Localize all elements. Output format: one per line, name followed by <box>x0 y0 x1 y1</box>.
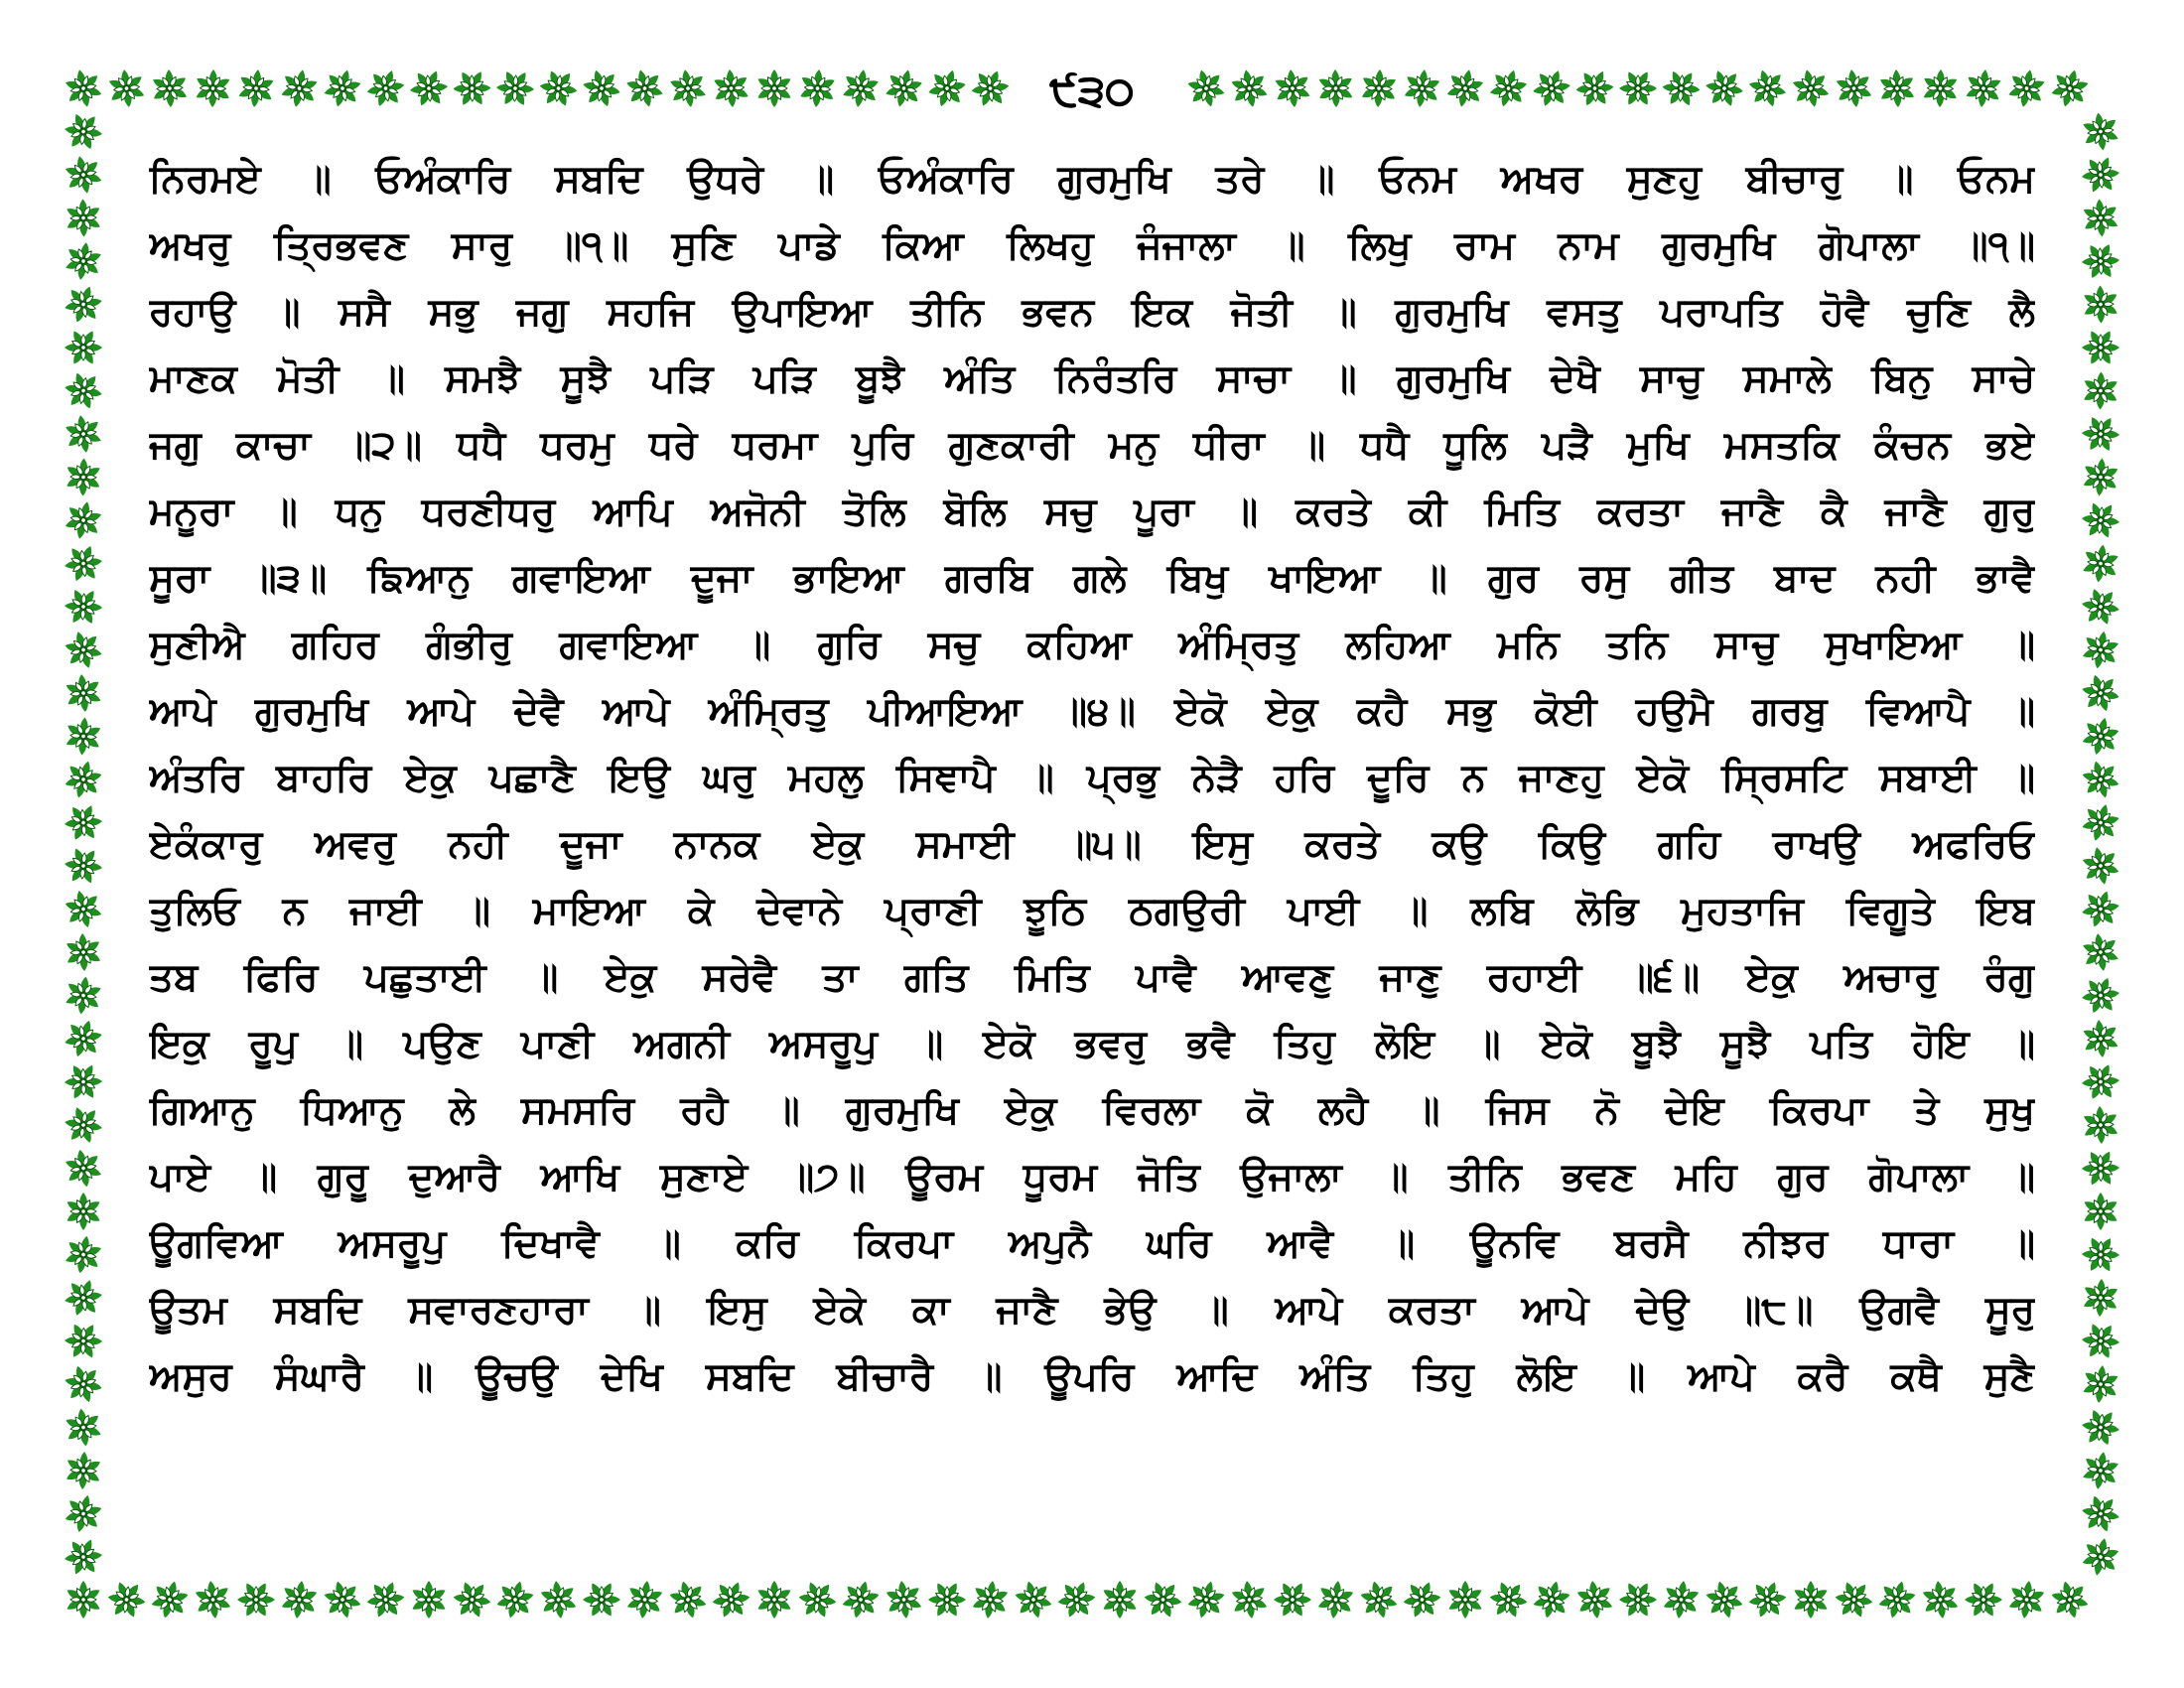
flower-icon <box>2077 150 2125 200</box>
flower-icon <box>1914 1574 1966 1625</box>
flower-icon <box>446 1574 497 1625</box>
flower-icon <box>2082 1278 2120 1318</box>
flower-icon <box>2077 971 2124 1020</box>
flower-icon <box>576 63 628 115</box>
flower-icon <box>63 974 103 1016</box>
flower-icon <box>624 1579 665 1620</box>
flower-icon <box>878 1574 929 1625</box>
flower-icon <box>60 280 106 328</box>
flower-icon <box>1052 1575 1100 1623</box>
flower-icon <box>1486 66 1532 112</box>
flower-icon <box>59 322 109 372</box>
flower-icon <box>2075 1013 2126 1064</box>
flower-icon <box>489 63 540 114</box>
flower-icon <box>1613 63 1664 113</box>
flower-icon <box>195 70 232 108</box>
flower-icon <box>705 63 756 114</box>
flower-icon <box>1102 1581 1139 1618</box>
text-line: ਆਪੇ ਗੁਰਮੁਖਿ ਆਪੇ ਦੇਵੈ ਆਪੇ ਅੰਮ੍ਰਿਤੁ ਪੀਆਇਆ ॥੪॥ ਏਕੋ ਏਕੁ ਕਹੈ ਸਭੁ ਕੋਈ ਹਉਮੈ ਗਰਬੁ ਵਿਆਪੈ ॥ <box>149 689 2035 734</box>
flower-icon <box>187 1574 238 1625</box>
page-number: ੯੩੦ <box>1013 60 1171 123</box>
flower-icon <box>2076 322 2126 372</box>
flower-icon <box>1315 1579 1356 1620</box>
flower-icon <box>1180 63 1233 115</box>
flower-icon <box>58 667 109 719</box>
scripture-text <box>149 146 2035 1410</box>
flower-icon <box>2047 66 2092 111</box>
flower-icon <box>59 797 107 847</box>
flower-icon <box>2075 494 2126 546</box>
flower-icon <box>2080 542 2120 584</box>
flower-icon <box>2083 1193 2119 1230</box>
flower-icon <box>58 581 108 633</box>
flower-icon <box>1268 1574 1318 1624</box>
flower-icon <box>2075 1229 2125 1281</box>
flower-icon <box>66 1581 102 1618</box>
flower-icon <box>61 1015 107 1061</box>
flower-icon <box>447 64 496 114</box>
flower-icon <box>618 63 671 115</box>
flower-icon <box>58 926 109 977</box>
flower-icon <box>2075 193 2126 244</box>
flower-icon <box>60 539 107 588</box>
flower-icon <box>2075 840 2127 893</box>
text-line: ਮਨੂਰਾ ॥ ਧਨੁ ਧਰਣੀਧਰੁ ਆਪਿ ਅਜੋਨੀ ਤੋਲਿ ਬੋਲਿ ਸਚੁ ਪੂਰਾ ॥ ਕਰਤੇ ਕੀ ਮਿਤਿ ਕਰਤਾ ਜਾਣੈ ਕੈ ਜਾਣੈ ਗੁਰੁ <box>149 490 2035 534</box>
flower-icon <box>2075 1315 2126 1366</box>
flower-icon <box>2076 1143 2125 1194</box>
flower-icon <box>1137 1574 1188 1625</box>
flower-icon <box>2079 1535 2122 1580</box>
text-line: ਅਖਰੁ ਤ੍ਰਿਭਵਣ ਸਾਰੁ ॥੧॥ ਸੁਣਿ ਪਾਡੇ ਕਿਆ ਲਿਖਹੁ ਜੰਜਾਲਾ ॥ ਲਿਖੁ ਰਾਮ ਨਾਮ ਗੁਰਮੁਖਿ ਗੋਪਾਲਾ ॥੧॥ <box>149 223 2035 268</box>
text-line: ਅੰਤਰਿ ਬਾਹਰਿ ਏਕੁ ਪਛਾਣੈ ਇਉ ਘਰੁ ਮਹਲੁ ਸਿਞਾਪੈ ॥ ਪ੍ਰਭੁ ਨੇੜੈ ਹਰਿ ਦੂਰਿ ਨ ਜਾਣਹੁ ਏਕੋ ਸ੍ਰਿਸਟਿ ਸਬਾਈ ॥ <box>149 756 2035 800</box>
flower-icon <box>1267 63 1318 114</box>
flower-icon <box>2077 885 2123 932</box>
flower-icon <box>662 63 715 114</box>
flower-icon <box>532 63 584 114</box>
flower-icon <box>532 1574 584 1625</box>
text-line: ਨਿਰਮਏ ॥ ਓਅੰਕਾਰਿ ਸਬਦਿ ਉਧਰੇ ॥ ਓਅੰਕਾਰਿ ਗੁਰਮੁਖਿ ਤਰੇ ॥ ਓਨਮ ਅਖਰ ਸੁਣਹੁ ਬੀਚਾਰੁ ॥ ਓਨਮ <box>149 157 2035 202</box>
flower-icon <box>58 1099 109 1152</box>
flower-icon <box>317 1574 369 1626</box>
flower-icon <box>492 1577 537 1622</box>
flower-icon <box>1008 1574 1060 1626</box>
flower-icon <box>100 63 152 114</box>
flower-icon <box>58 840 109 892</box>
flower-icon <box>65 458 102 496</box>
flower-icon <box>62 1491 106 1537</box>
flower-icon <box>1569 1574 1620 1625</box>
flower-icon <box>63 1232 105 1276</box>
flower-icon <box>65 1451 103 1490</box>
flower-icon <box>1529 1577 1573 1622</box>
flower-icon <box>2075 926 2127 978</box>
text-line: ਇਕੁ ਰੂਪੁ ॥ ਪਉਣ ਪਾਣੀ ਅਗਨੀ ਅਸਰੂਪੁ ॥ ਏਕੋ ਭਵਰੁ ਭਵੈ ਤਿਹੁ ਲੋਇ ॥ ਏਕੋ ਬੂਝੈ ਸੂਝੈ ਪਤਿ ਹੋਇ ॥ <box>149 1022 2035 1066</box>
flower-icon <box>1922 70 1960 108</box>
flower-icon <box>144 63 196 113</box>
flower-icon <box>756 1581 793 1618</box>
flower-icon <box>58 408 110 460</box>
flower-icon <box>1447 1581 1484 1618</box>
flower-icon <box>924 65 971 111</box>
flower-icon <box>1223 63 1276 115</box>
flower-icon <box>1482 1574 1534 1625</box>
flower-icon <box>2075 1099 2126 1150</box>
flower-icon <box>2080 628 2122 671</box>
flower-icon <box>1785 63 1838 115</box>
flower-icon <box>320 66 364 111</box>
flower-icon <box>1656 63 1707 114</box>
flower-icon <box>1570 64 1619 113</box>
flower-icon <box>2078 799 2123 846</box>
flower-icon <box>1528 65 1575 113</box>
flower-icon <box>756 70 793 107</box>
flower-icon <box>60 1532 108 1582</box>
flower-icon <box>1743 1575 1791 1623</box>
flower-icon <box>58 1401 109 1453</box>
flower-icon <box>577 1574 627 1624</box>
flower-icon <box>662 1574 715 1626</box>
text-line: ਪਾਏ ॥ ਗੁਰੂ ਦੁਆਰੈ ਆਖਿ ਸੁਣਾਏ ॥੭॥ ਊਰਮ ਧੂਰਮ ਜੋਤਿ ਉਜਾਲਾ ॥ ਤੀਨਿ ਭਵਣ ਮਹਿ ਗੁਰ ਗੋਪਾਲਾ ॥ <box>149 1155 2035 1199</box>
flower-icon <box>2076 236 2125 287</box>
flower-icon <box>2080 1449 2121 1491</box>
flower-icon <box>1661 1579 1702 1620</box>
flower-icon <box>405 64 454 113</box>
flower-icon <box>1402 68 1442 109</box>
text-line: ਸੁਣੀਐ ਗਹਿਰ ਗੰਭੀਰੁ ਗਵਾਇਆ ॥ ਗੁਰਿ ਸਚੁ ਕਹਿਆ ਅੰਮ੍ਰਿਤੁ ਲਹਿਆ ਮਨਿ ਤਨਿ ਸਾਚੁ ਸੁਖਾਇਆ ॥ <box>149 623 2035 667</box>
flower-icon <box>236 68 276 109</box>
flower-icon <box>62 498 105 543</box>
flower-icon <box>2081 457 2120 497</box>
flower-icon <box>922 1574 973 1624</box>
flower-icon <box>58 1142 110 1195</box>
flower-icon <box>2081 1363 2120 1405</box>
flower-icon <box>1398 1575 1445 1623</box>
text-line: ਊਤਮ ਸਬਦਿ ਸਵਾਰਣਹਾਰਾ ॥ ਇਸੁ ਏਕੇ ਕਾ ਜਾਣੈ ਭੇਉ ॥ ਆਪੇ ਕਰਤਾ ਆਪੇ ਦੇਉ ॥੮॥ ਉਗਵੈ ਸੂਰੁ <box>149 1288 2035 1333</box>
text-line: ਰਹਾਉ ॥ ਸਸੈ ਸਭੁ ਜਗੁ ਸਹਜਿ ਉਪਾਇਆ ਤੀਨਿ ਭਵਨ ਇਕ ਜੋਤੀ ॥ ਗੁਰਮੁਖਿ ਵਸਤੁ ਪਰਾਪਤਿ ਹੋਵੈ ਚੁਣਿ ਲੈ <box>149 290 2035 335</box>
flower-icon <box>60 1274 107 1323</box>
flower-icon <box>58 1358 110 1411</box>
flower-icon <box>66 1193 102 1230</box>
flower-icon <box>1828 1574 1879 1625</box>
flower-icon <box>2006 1579 2047 1620</box>
text-line: ਤਬ ਫਿਰਿ ਪਛੁਤਾਈ ॥ ਏਕੁ ਸਰੇਵੈ ਤਾ ਗਤਿ ਮਿਤਿ ਪਾਵੈ ਆਵਣੁ ਜਾਣੁ ਰਹਾਈ ॥੬॥ ਏਕੁ ਅਚਾਰੁ ਰੰਗੁ <box>149 955 2035 1000</box>
flower-icon <box>2082 371 2119 410</box>
flower-icon <box>58 883 110 935</box>
flower-icon <box>278 67 321 110</box>
flower-icon <box>58 63 110 115</box>
flower-icon <box>838 1577 883 1622</box>
flower-icon <box>1360 69 1399 108</box>
flower-icon <box>882 66 926 111</box>
text-line: ਸੂਰਾ ॥੩॥ ਙਿਆਨੁ ਗਵਾਇਆ ਦੂਜਾ ਭਾਇਆ ਗਰਬਿ ਗਲੇ ਬਿਖੁ ਖਾਇਆ ॥ ਗੁਰ ਰਸੁ ਗੀਤ ਬਾਦ ਨਹੀ ਭਾਵੈ <box>149 556 2035 601</box>
flower-icon <box>1828 63 1879 114</box>
flower-icon <box>2075 1487 2127 1540</box>
flower-icon <box>64 716 103 757</box>
flower-icon <box>59 1056 108 1107</box>
flower-icon <box>1741 63 1794 115</box>
flower-icon <box>1793 1581 1830 1618</box>
flower-icon <box>1959 1574 2009 1624</box>
flower-icon <box>2079 714 2123 760</box>
flower-icon <box>61 757 105 802</box>
flower-icon <box>840 67 882 109</box>
flower-icon <box>58 364 110 417</box>
flower-icon <box>411 1581 448 1618</box>
flower-icon <box>2075 581 2126 633</box>
flower-icon <box>2005 67 2048 110</box>
flower-icon <box>2075 754 2127 806</box>
flower-icon <box>58 105 109 157</box>
flower-icon <box>362 65 409 112</box>
flower-icon <box>1443 67 1487 111</box>
flower-icon <box>1223 1574 1275 1625</box>
flower-icon <box>1964 68 2003 109</box>
flower-icon <box>1699 63 1750 115</box>
text-line: ਊਗਵਿਆ ਅਸਰੂਪੁ ਦਿਖਾਵੈ ॥ ਕਰਿ ਕਿਰਪਾ ਅਪੁਨੈ ਘਰਿ ਆਵੈ ॥ ਊਨਵਿ ਬਰਸੈ ਨੀਝਰ ਧਾਰਾ ॥ <box>149 1221 2035 1266</box>
flower-icon <box>966 64 1014 112</box>
text-line: ਤੁਲਿਓ ਨ ਜਾਈ ॥ ਮਾਇਆ ਕੇ ਦੇਵਾਨੇ ਪ੍ਰਾਣੀ ਝੂਠਿ ਠਗਉਰੀ ਪਾਈ ॥ ਲਬਿ ਲੋਭਿ ਮੁਹਤਾਜਿ ਵਿਗੂਤੇ ਇਬ <box>149 889 2035 933</box>
flower-icon <box>231 1574 282 1624</box>
flower-icon <box>2075 667 2127 720</box>
flower-icon <box>2075 408 2125 460</box>
text-line: ਅਸੁਰ ਸੰਘਾਰੈ ॥ ਊਚਉ ਦੇਖਿ ਸਬਦਿ ਬੀਚਾਰੈ ॥ ਊਪਰਿ ਆਦਿ ਅੰਤਿ ਤਿਹੁ ਲੋਇ ॥ ਆਪੇ ਕਰੈ ਕਥੈ ਸੁਣੈ <box>149 1354 2035 1399</box>
flower-icon <box>707 1575 754 1623</box>
text-line: ਗਿਆਨੁ ਧਿਆਨੁ ਲੇ ਸਮਸਰਿ ਰਹੈ ॥ ਗੁਰਮੁਖਿ ਏਕੁ ਵਿਰਲਾ ਕੋ ਲਹੈ ॥ ਜਿਸ ਨੋ ਦੇਇ ਕਿਰਪਾ ਤੇ ਸੁਖੁ <box>149 1088 2035 1133</box>
flower-icon <box>1699 1574 1751 1626</box>
flower-icon <box>2076 1056 2124 1106</box>
flower-icon <box>2075 105 2126 157</box>
flower-icon <box>58 193 109 243</box>
flower-icon <box>791 1574 843 1625</box>
flower-icon <box>1183 1577 1228 1622</box>
flower-icon <box>279 1579 320 1620</box>
flower-icon <box>2075 1401 2126 1453</box>
flower-icon <box>58 1316 108 1367</box>
flower-icon <box>970 1579 1011 1620</box>
flower-icon <box>1613 1574 1664 1624</box>
flower-icon <box>798 69 838 109</box>
flower-icon <box>147 1577 192 1622</box>
flower-icon <box>100 1574 152 1625</box>
flower-icon <box>1353 1574 1406 1626</box>
flower-icon <box>1871 63 1923 113</box>
flower-icon <box>2044 1574 2097 1626</box>
flower-icon <box>58 149 110 202</box>
flower-icon <box>2075 279 2126 330</box>
flower-icon <box>58 624 110 676</box>
flower-icon <box>1310 63 1362 113</box>
text-line: ਮਾਣਕ ਮੋਤੀ ॥ ਸਮਝੈ ਸੂਝੈ ਪੜਿ ਪੜਿ ਬੂਝੈ ਅੰਤਿ ਨਿਰੰਤਰਿ ਸਾਚਾ ॥ ਗੁਰਮੁਖਿ ਦੇਖੈ ਸਾਚੁ ਸਮਾਲੇ ਬਿਨੁ ਸਾਚੇ <box>149 356 2035 401</box>
text-line: ਏਕੰਕਾਰੁ ਅਵਰੁ ਨਹੀ ਦੂਜਾ ਨਾਨਕ ਏਕੁ ਸਮਾਈ ॥੫॥ ਇਸੁ ਕਰਤੇ ਕਉ ਕਿਉ ਗਹਿ ਰਾਖਉ ਅਫਰਿਓ <box>149 822 2035 867</box>
text-line: ਜਗੁ ਕਾਚਾ ॥੨॥ ਧਧੈ ਧਰਮੁ ਧਰੇ ਧਰਮਾ ਪੁਰਿ ਗੁਣਕਾਰੀ ਮਨੁ ਧੀਰਾ ॥ ਧਧੈ ਧੂਲਿ ਪੜੈ ਮੁਖਿ ਮਸਤਕਿ ਕੰਚਨ ਭਏ <box>149 423 2035 468</box>
flower-icon <box>1874 1577 1919 1622</box>
flower-icon <box>361 1575 409 1623</box>
flower-icon <box>63 239 104 282</box>
